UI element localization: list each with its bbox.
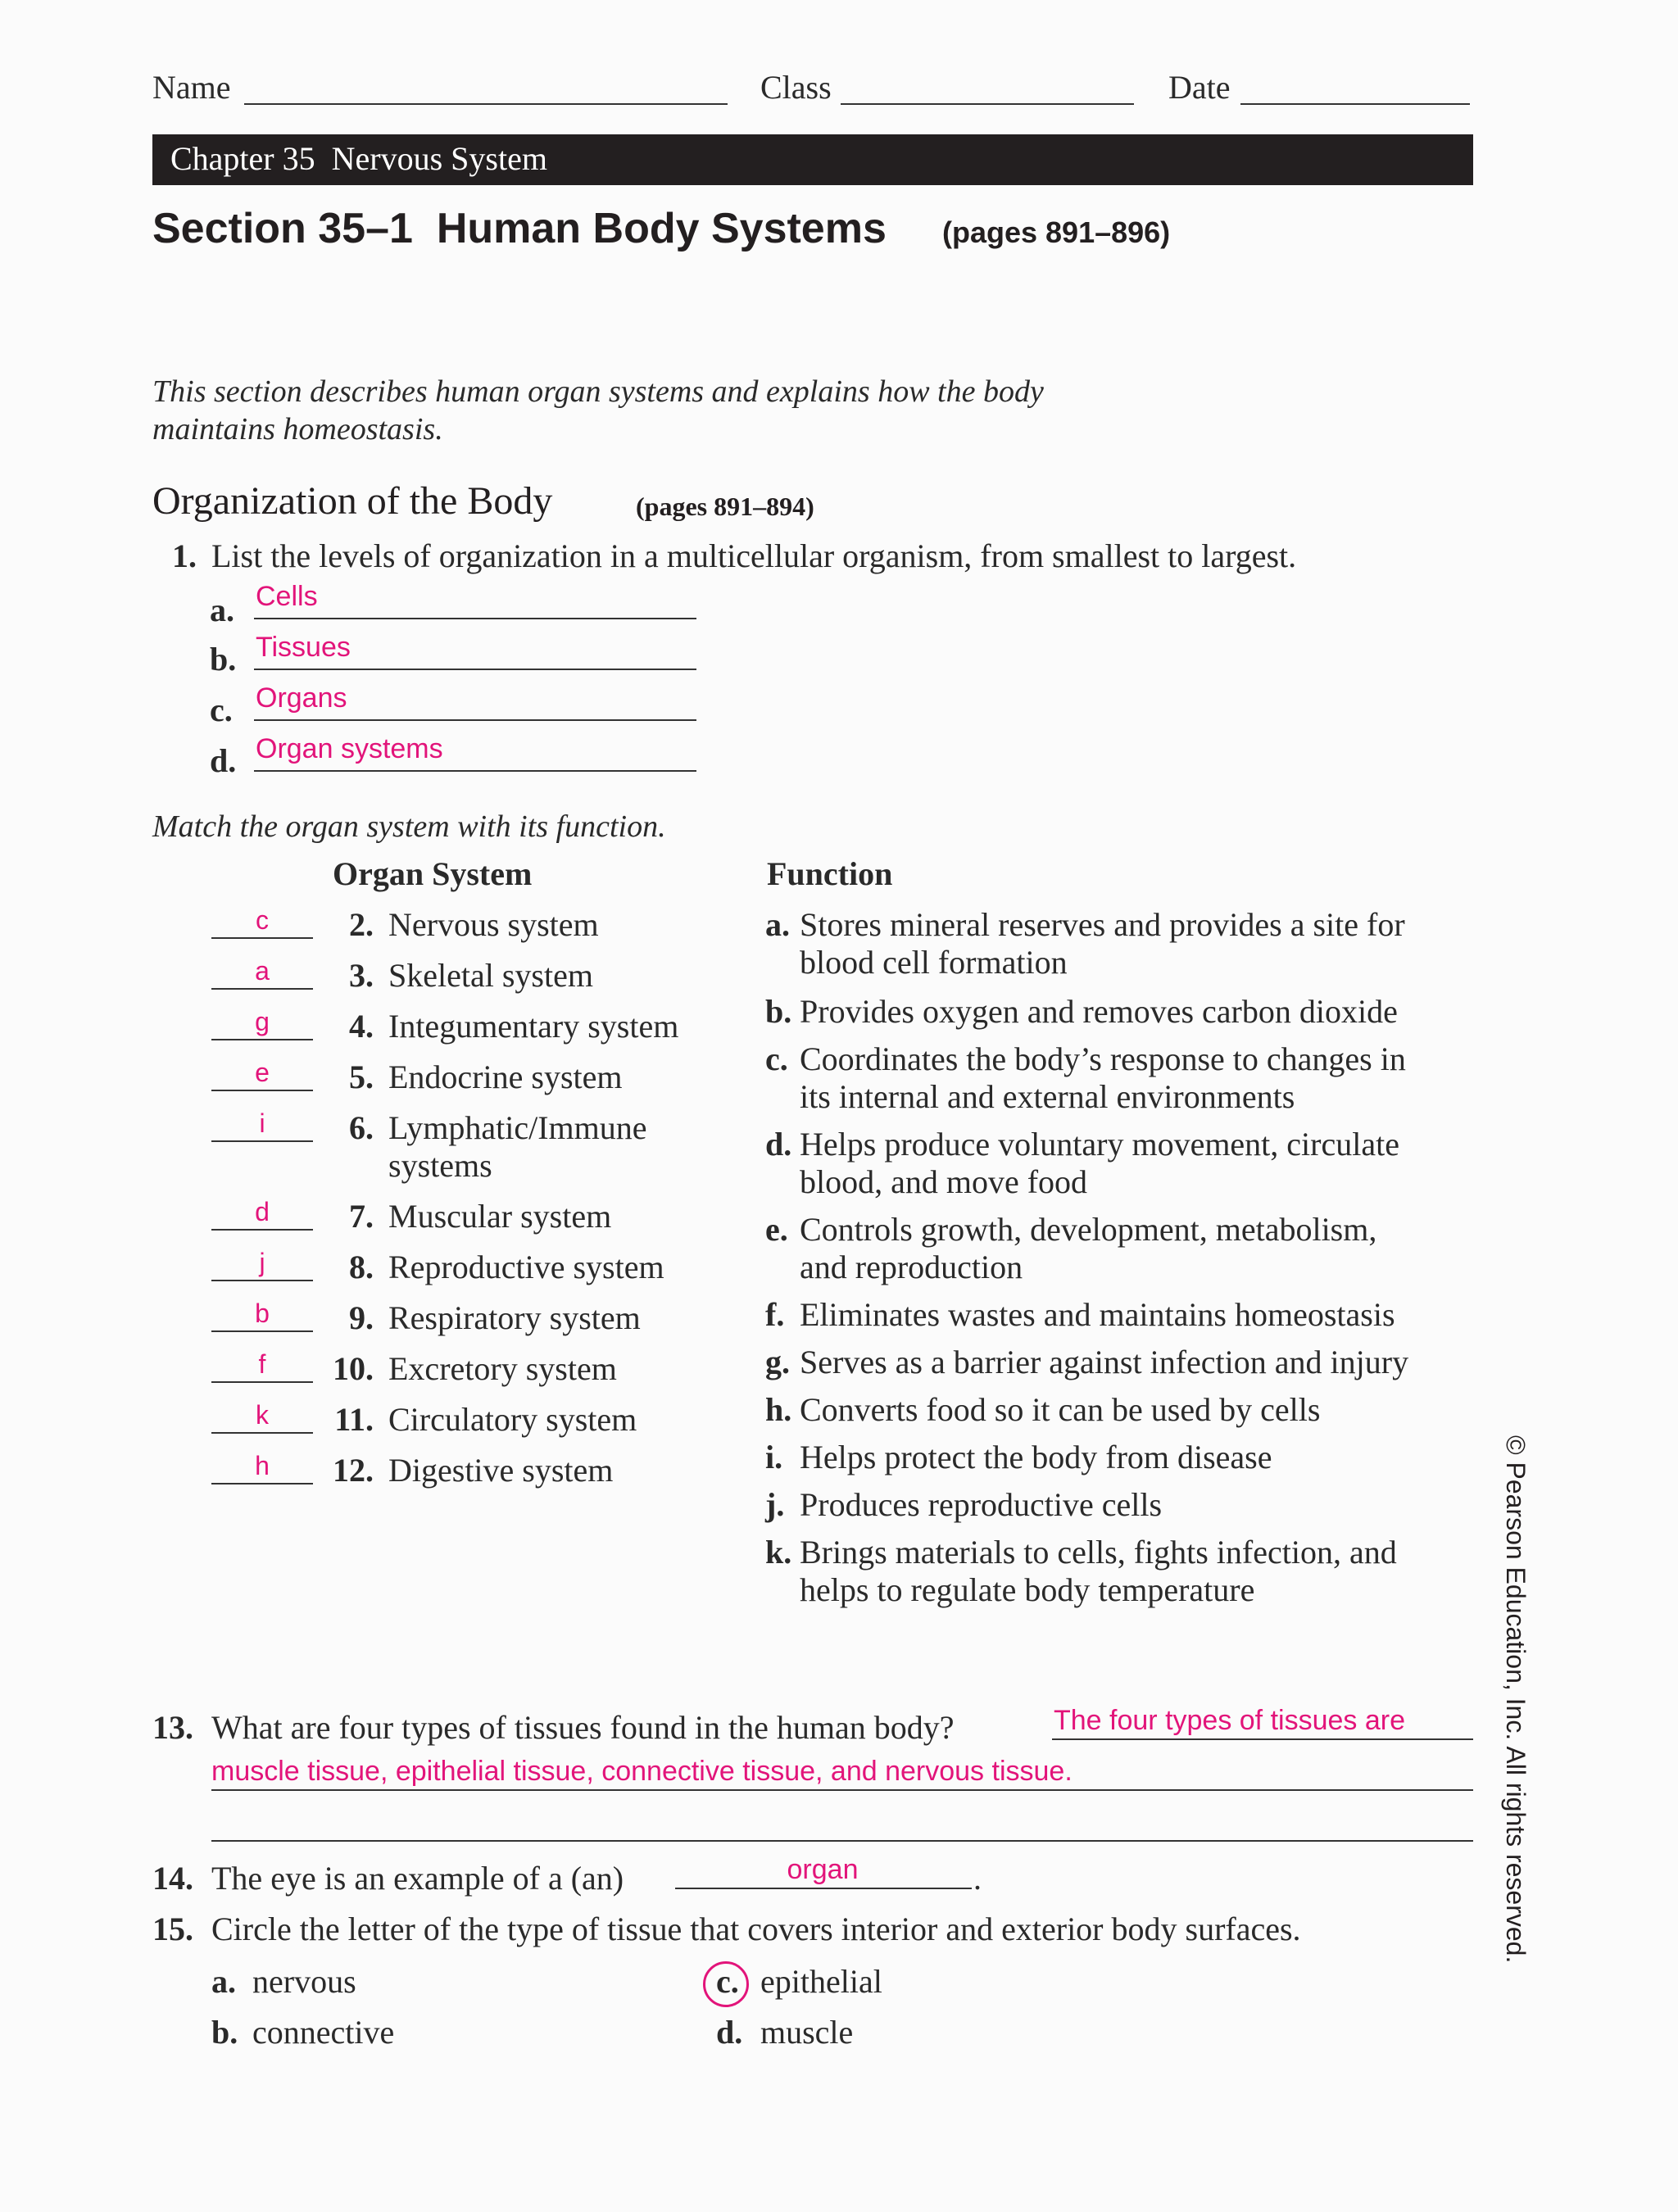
intro-line-1: This section describes human organ systems and explains how the body (152, 374, 1044, 409)
q14-text: The eye is an example of a (an) (211, 1860, 624, 1897)
intro-line-2: maintains homeostasis. (152, 412, 443, 446)
function-text-cont: blood, and move food (800, 1163, 1088, 1200)
system-name: Skeletal system (388, 957, 593, 994)
system-number: 4. (349, 1008, 374, 1045)
match-answer: d (255, 1197, 270, 1226)
name-label: Name (152, 69, 231, 106)
q13-text: What are four types of tissues found in the human body? (211, 1709, 955, 1746)
match-answer: b (255, 1299, 270, 1328)
system-number: 3. (349, 957, 374, 994)
q13-answer-2: muscle tissue, epithelial tissue, connective tissue, and nervous tissue. (211, 1756, 1073, 1787)
level-answer: Organ systems (256, 733, 443, 764)
function-text: Controls growth, development, metabolism, (800, 1211, 1377, 1248)
q13-answer-line-1[interactable] (1052, 1738, 1473, 1740)
function-letter: e. (765, 1211, 788, 1248)
col-function: Function (767, 855, 893, 892)
function-text: Eliminates wastes and maintains homeostasis (800, 1296, 1395, 1333)
level-answer-line[interactable] (254, 770, 696, 772)
name-field[interactable] (244, 103, 728, 105)
option-text[interactable]: muscle (760, 2014, 854, 2051)
q14-answer-line[interactable] (675, 1888, 972, 1889)
system-name: Reproductive system (388, 1249, 664, 1285)
system-name: Excretory system (388, 1350, 617, 1387)
match-answer-line[interactable] (211, 1280, 313, 1281)
system-name: Digestive system (388, 1452, 614, 1489)
level-answer: Tissues (256, 632, 351, 663)
section-pages: (pages 891–896) (942, 215, 1171, 249)
match-instruction: Match the organ system with its function. (152, 809, 666, 844)
match-answer-line[interactable] (211, 1432, 313, 1434)
system-number: 12. (333, 1452, 374, 1489)
section-title: Section 35–1 Human Body Systems (152, 205, 887, 252)
function-text: Coordinates the body’s response to changes in (800, 1040, 1406, 1077)
level-letter: a. (210, 592, 234, 628)
q13-answer-line-2[interactable] (211, 1789, 1473, 1791)
function-letter: f. (765, 1296, 785, 1333)
copyright-notice: © Pearson Education, Inc. All rights reserved. (1501, 1435, 1531, 1964)
date-label: Date (1168, 69, 1231, 106)
match-answer-line[interactable] (211, 1330, 313, 1332)
system-number: 8. (349, 1249, 374, 1285)
match-answer-line[interactable] (211, 1483, 313, 1484)
function-text-cont: and reproduction (800, 1249, 1023, 1285)
function-text: Brings materials to cells, fights infection, and (800, 1534, 1397, 1571)
function-text-cont: blood cell formation (800, 944, 1068, 981)
system-number: 10. (333, 1350, 374, 1387)
class-label: Class (760, 69, 832, 106)
function-letter: k. (765, 1534, 792, 1571)
match-answer: g (255, 1007, 270, 1036)
match-answer: f (258, 1349, 266, 1379)
option-letter: c. (716, 1963, 739, 2000)
match-answer: a (255, 956, 270, 986)
option-text[interactable]: epithelial (760, 1963, 882, 2000)
system-name: Nervous system (388, 906, 599, 943)
function-text: Serves as a barrier against infection and injury (800, 1344, 1409, 1380)
function-letter: b. (765, 993, 792, 1030)
match-answer: j (259, 1248, 265, 1277)
level-answer-line[interactable] (254, 618, 696, 619)
function-letter: a. (765, 906, 790, 943)
date-field[interactable] (1240, 103, 1470, 105)
match-answer-line[interactable] (211, 1381, 313, 1383)
system-name: Circulatory system (388, 1401, 637, 1438)
system-number: 6. (349, 1109, 374, 1146)
match-answer-line[interactable] (211, 1229, 313, 1231)
option-letter: a. (211, 1963, 236, 2000)
function-text: Provides oxygen and removes carbon dioxide (800, 993, 1398, 1030)
q15-text: Circle the letter of the type of tissue that covers interior and exterior body surfaces. (211, 1911, 1301, 1947)
q1-number: 1. (172, 537, 197, 574)
option-letter: d. (716, 2014, 743, 2051)
system-name: Lymphatic/Immune (388, 1109, 647, 1146)
function-text: Stores mineral reserves and provides a site for (800, 906, 1405, 943)
chapter-title: Chapter 35 Nervous System (170, 140, 547, 177)
system-number: 2. (349, 906, 374, 943)
match-answer: k (256, 1400, 269, 1430)
function-text: Helps protect the body from disease (800, 1439, 1272, 1475)
match-answer-line[interactable] (211, 988, 313, 990)
system-name: Respiratory system (388, 1299, 641, 1336)
q13-answer-1: The four types of tissues are (1054, 1705, 1405, 1736)
function-letter: j. (765, 1486, 785, 1523)
function-text: Produces reproductive cells (800, 1486, 1163, 1523)
function-text: Converts food so it can be used by cells (800, 1391, 1321, 1428)
option-text[interactable]: nervous (252, 1963, 356, 2000)
match-answer-line[interactable] (211, 1140, 313, 1142)
function-letter: d. (765, 1126, 792, 1163)
function-letter: i. (765, 1439, 783, 1475)
system-number: 9. (349, 1299, 374, 1336)
system-number: 7. (349, 1198, 374, 1235)
match-answer-line[interactable] (211, 1039, 313, 1040)
function-text-cont: its internal and external environments (800, 1078, 1295, 1115)
match-answer: h (255, 1451, 270, 1480)
level-answer: Cells (256, 581, 318, 612)
system-number: 5. (349, 1058, 374, 1095)
option-text[interactable]: connective (252, 2014, 395, 2051)
function-text: Helps produce voluntary movement, circulate (800, 1126, 1399, 1163)
chapter-banner (152, 134, 1473, 185)
organization-pages: (pages 891–894) (636, 492, 814, 521)
match-answer: e (255, 1058, 270, 1087)
level-letter: b. (210, 641, 237, 678)
function-letter: c. (765, 1040, 788, 1077)
col-organ-system: Organ System (333, 855, 533, 892)
match-answer-line[interactable] (211, 937, 313, 939)
q15-number: 15. (152, 1911, 193, 1947)
function-text-cont: helps to regulate body temperature (800, 1571, 1255, 1608)
system-number: 11. (334, 1401, 374, 1438)
system-name-cont: systems (388, 1147, 492, 1184)
level-answer: Organs (256, 682, 347, 714)
q13-number: 13. (152, 1709, 193, 1746)
level-letter: d. (210, 742, 237, 779)
level-answer-line[interactable] (254, 669, 696, 670)
match-answer-line[interactable] (211, 1090, 313, 1091)
function-letter: h. (765, 1391, 792, 1428)
system-name: Integumentary system (388, 1008, 679, 1045)
option-letter: b. (211, 2014, 238, 2051)
q14-answer: organ (787, 1854, 859, 1885)
class-field[interactable] (841, 103, 1134, 105)
system-name: Muscular system (388, 1198, 612, 1235)
q14-period: . (973, 1860, 982, 1897)
q1-text: List the levels of organization in a multicellular organism, from smallest to largest. (211, 537, 1297, 574)
level-letter: c. (210, 691, 233, 728)
level-answer-line[interactable] (254, 719, 696, 721)
match-answer: c (256, 905, 269, 935)
q13-answer-line-3[interactable] (211, 1840, 1473, 1842)
function-letter: g. (765, 1344, 790, 1380)
match-answer: i (259, 1108, 265, 1138)
q14-number: 14. (152, 1860, 193, 1897)
organization-heading: Organization of the Body (152, 479, 553, 523)
system-name: Endocrine system (388, 1058, 623, 1095)
